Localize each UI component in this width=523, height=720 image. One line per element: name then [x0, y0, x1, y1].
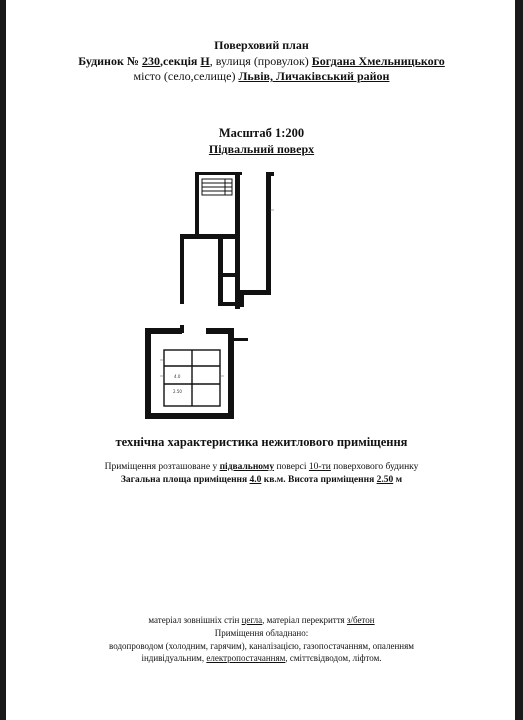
building-prefix: Будинок №	[78, 54, 139, 68]
area-line	[0, 475, 523, 485]
city-line	[0, 69, 523, 84]
ceiling-material-value: з/бетон	[346, 615, 375, 625]
location-line	[0, 462, 523, 472]
area-value: 4.0	[249, 475, 262, 485]
floor-label: Підвальний поверх	[208, 142, 315, 156]
scan-right-edge	[515, 0, 523, 720]
city-value: Львів, Личаківський район	[238, 69, 390, 83]
materials-line	[0, 615, 523, 625]
scan-left-edge	[0, 0, 6, 720]
floor-plan	[130, 170, 280, 420]
plan-room-area-label: 4.0	[174, 374, 181, 379]
area-text-a: Загальна площа приміщення	[120, 475, 248, 485]
scale-label: Масштаб 1:200	[218, 126, 305, 140]
plan-room-height-label: 2.50	[173, 389, 182, 394]
street-prefix: , вулиця (провулок)	[209, 54, 309, 68]
equipment-text-a: індивідуальним,	[141, 653, 205, 663]
height-value: 2.50	[376, 475, 394, 485]
characteristics-heading: технічна характеристика нежитлового приміщення	[115, 435, 408, 449]
location-text-a: Приміщення розташоване у	[104, 462, 218, 472]
building-number: 230	[141, 54, 160, 68]
wall-material-value: цегла	[241, 615, 263, 625]
storeys-value: 10-ти	[308, 462, 331, 472]
plan-cells	[164, 350, 220, 406]
equipment-electric: електропостачанням	[206, 653, 286, 663]
area-text-b: кв.м. Висота приміщення	[263, 475, 375, 485]
materials-text-b: , матеріал перекриття	[262, 615, 345, 625]
area-text-c: м	[395, 475, 403, 485]
plan-stairs	[202, 179, 232, 195]
equipment-text-c: , сміттєвідводом, ліфтом.	[285, 653, 382, 663]
equipment-line-2	[0, 653, 523, 663]
section-value: Н	[200, 54, 210, 68]
materials-text-a: матеріал зовнішніх стін	[148, 615, 240, 625]
equipment-heading: Приміщення обладнано:	[214, 628, 309, 638]
floor-type-value: підвальному	[219, 462, 275, 472]
section-prefix: ,секція	[159, 54, 198, 68]
city-prefix: місто (село,селище)	[133, 69, 236, 83]
location-text-c: поверхового будинку	[333, 462, 419, 472]
document-title: Поверховий план	[214, 38, 309, 52]
street-value: Богдана Хмельницького	[311, 54, 445, 68]
building-address-line	[0, 54, 523, 69]
equipment-line-1: водопроводом (холодним, гарячим), каналізацією, газопостачанням, опаленням	[109, 641, 414, 651]
location-text-b: поверсі	[276, 462, 307, 472]
